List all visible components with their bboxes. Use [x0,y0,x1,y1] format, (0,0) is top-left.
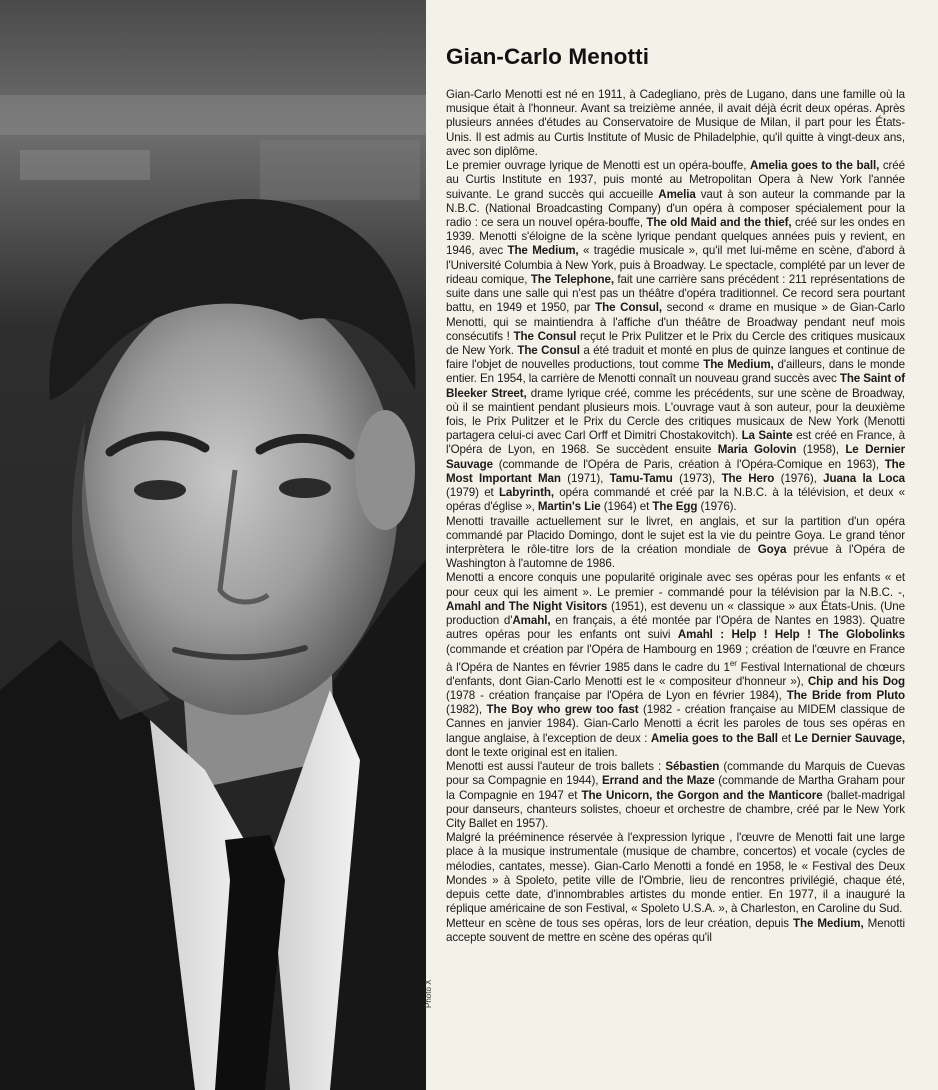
paragraph-2 [446,159,905,514]
text-run: drame lyrique créé, comme les précédents, sur une scène de Broadway, où il se maintient pendant plusieurs mois. L'ouvrage vaut à son auteur, pour la deuxième fois, le Prix Pulitzer et le Prix du Cercle des critiques musicaux de New York (Menotti partagera celui-ci avec Carl Orff et Dimitri Chostakovitch). [446,386,906,443]
text-run: Menotti a encore conquis une popularité originale avec ses opéras pour les enfants « et pour ceux qui les aiment ». Le premier - commandé pour la télévision par la N.B.C. -, [446,571,905,599]
text-run: er [729,658,737,668]
work-title: Le Dernier Sauvage [446,443,905,471]
text-run: (commande de l'Opéra de Paris, création à l'Opéra-Comique en 1963), [493,457,885,471]
work-title: Amelia goes to the Ball [650,731,778,745]
work-title: The Most Important Man [446,457,905,485]
text-run: Menotti est aussi l'auteur de trois ballets : [446,760,666,774]
work-title: Sébastien [665,760,720,774]
text-run: vaut à son auteur la commande par la N.B.C. (National Broadcasting Company) d'un opéra à composer spécialement pour la radio : ce sera un nouvel opéra-bouffe, [446,187,905,229]
text-run: (1973), [672,471,722,485]
article-title: Gian-Carlo Menotti [446,44,650,69]
paragraph-4 [446,571,905,760]
text-run: (1951), est devenu un « classique » aux États-Unis. (Une production d' [446,599,905,628]
text-run: est créé en France, à l'Opéra de Lyon, en 1968. Se succèdent ensuite [446,429,905,457]
article [446,44,905,945]
work-title: The Consul [513,329,577,343]
work-title: The Saint of Bleeker Street, [446,372,905,400]
text-run: dont le texte original est en italien. [446,745,618,759]
text-run: (commande et création par l'Opéra de Hambourg en 1969 ; création de l'œuvre en France à l'Opéra de Nantes en février 1985 dans le cadre du 1 [446,642,905,674]
work-title: Amelia goes to the ball, [750,159,880,173]
work-title: Martin's Lie [537,500,601,514]
text-run: opéra commandé et créé par la N.B.C. à la télévision, et deux « opéras d'église », [446,486,905,514]
text-run: (1976). [697,500,737,514]
work-title: Maria Golovin [717,443,797,457]
work-title: The Boy who grew too fast [486,703,639,717]
text-run: Le premier ouvrage lyrique de Menotti est un opéra-bouffe, [446,159,751,173]
text-run: reçut le Prix Pulitzer et le Prix du Cercle des critiques musicaux de New York. [446,329,906,357]
work-title: The Egg [652,500,698,514]
work-title: Chip and his Dog [807,674,905,688]
text-run: (1982 - création française au MIDEM classique de Cannes en janvier 1984). Gian-Carlo Menotti a écrit les paroles de tous ses opéras en langue anglaise, à l'exception de deux : [446,703,905,745]
text-run: Festival International de chœurs d'enfants, dont Gian-Carlo Menotti est le « compositeur d'honneur »), [446,660,905,688]
work-title: Le Dernier Sauvage, [794,731,905,745]
work-title: Amahl, [512,614,551,628]
text-run: Menotti accepte souvent de mettre en scène des opéras qu'il [446,916,905,944]
work-title: The Telephone, [530,272,614,286]
work-title: Amahl : Help ! Help ! The Globolinks [677,628,905,642]
text-run: (1979) et [446,486,499,500]
text-run: (1982), [446,703,487,717]
text-run: second « drame en musique » de Gian-Carlo Menotti, qui se maintiendra à l'affiche d'un théâtre de Broadway pendant neuf mois consécutifs ! [446,301,905,343]
text-run: créé au Curtis Institute en 1937, puis monté au Metropolitan Opera à New York l'année suivante. Le grand succès qui accueille [446,159,905,201]
article-body [446,88,905,945]
text-run: (ballet-madrigal pour danseurs, chanteurs solistes, choeur et orchestre de chambre, créé par le New York City Ballet en 1957). [446,788,905,831]
text-run: Metteur en scène de tous ses opéras, lors de leur création, depuis [446,916,793,930]
text-run: Malgré la prééminence réservée à l'expression lyrique , l'œuvre de Menotti fait une large place à la musique instrumentale (musique de chambre, concertos) et vocale (cycles de mélodies, cantates, messe). Gian-Carlo Menotti a fondé en 1958, le « Festival des Deux Mondes » à Spoleto, petite ville de l'Ombrie, lieu de rencontres privilégié, chaque été, depuis cette date, d'innombrables artistes du monde entier. En 1977, il a inauguré la réplique américaine de son Festival, « Spoleto U.S.A. », à Charleston, en Caroline du Sud. [446,831,905,916]
work-title: Labyrinth, [498,486,554,500]
text-run: Menotti travaille actuellement sur le livret, en anglais, et sur la partition d'un opéra commandé par Placido Domingo, dont le sujet est la vie du peintre Goya. Le grand ténor interprètera le rôle-titre lors de la création mondiale de [446,514,905,556]
text-run: (1976), [774,471,824,485]
work-title: Errand and the Maze [601,774,715,788]
paragraph-3 [446,515,905,572]
portrait-illustration [0,0,426,1090]
paragraph-7 [446,917,905,945]
portrait-photo [0,0,426,1090]
text-run: (1964) et [600,500,653,514]
paragraph-6 [446,831,905,916]
work-title: Goya [757,543,787,556]
work-title: The Medium, [703,358,774,372]
text-run: (1971), [560,471,610,485]
text-run: créé sur les ondes en 1939. Menotti s'éloigne de la scène lyrique pendant quelques années puis y revient, en 1946, avec [446,215,905,258]
text-run: fait une carrière sans précédent : 211 représentations de suite dans une salle qui n'est pas un théâtre d'opéra traditionnel. Ce record sera pourtant battu, en 1949 et 1950, par [446,272,905,315]
text-run: d'ailleurs, dans le monde entier. En 1954, la carrière de Menotti connaît un nouveau grand succès avec [446,358,905,386]
text-run: en français, a été montée par l'Opéra de Nantes en 1983). Quatre autres opéras pour les enfants ont suivi [446,614,905,642]
work-title: The Consul [517,343,580,357]
work-title: Amahl and The Night Visitors [446,599,608,613]
paragraph-1 [446,88,905,159]
text-run: a été traduit et monté en plus de quinze langues et continue de faire l'objet de nouvelles productions, tout comme [446,343,905,372]
work-title: The old Maid and the thief, [646,215,792,229]
work-title: The Medium, [792,916,864,930]
text-run: (commande du Marquis de Cuevas pour sa Compagnie en 1944), [446,760,905,788]
work-title: The Medium, [507,244,579,258]
text-run: Gian-Carlo Menotti est né en 1911, à Cadegliano, près de Lugano, dans une famille où la musique était à l'honneur. Avant sa treizième année, il avait déjà écrit deux opéras. Après plusieurs années d'études au Conservatoire de Musique de Milan, il part pour les États-Unis. Il est admis au Curtis Institute of Music de Philadelphie, qu'il quitte à vingt-deux ans, avec son diplôme. [446,88,905,158]
work-title: The Bride from Pluto [786,689,905,703]
photo-credit: Photo X [424,979,433,1008]
work-title: The Hero [721,471,775,485]
text-run: (commande de Martha Graham pour la Compagnie en 1947 et [446,774,905,802]
work-title: La Sainte [741,429,793,443]
work-title: The Consul, [595,301,662,315]
work-title: Tamu-Tamu [609,471,673,485]
work-title: The Unicorn, the Gorgon and the Manticore [581,788,823,802]
paragraph-5 [446,760,905,831]
text-run: et [777,731,795,745]
text-run: prévue à l'Opéra de Washington à l'automne de 1986. [446,543,905,571]
text-run: (1978 - création française par l'Opéra de Lyon en février 1984), [446,689,787,703]
work-title: Juana la Loca [823,471,906,485]
text-run: (1958), [796,443,846,457]
text-run: « tragédie musicale », qu'il met lui-même en scène, d'abord à l'Université Columbia à New York, puis à Broadway. Le spectacle, complété par un lever de rideau comique, [446,244,905,286]
work-title: Amelia [658,187,696,201]
